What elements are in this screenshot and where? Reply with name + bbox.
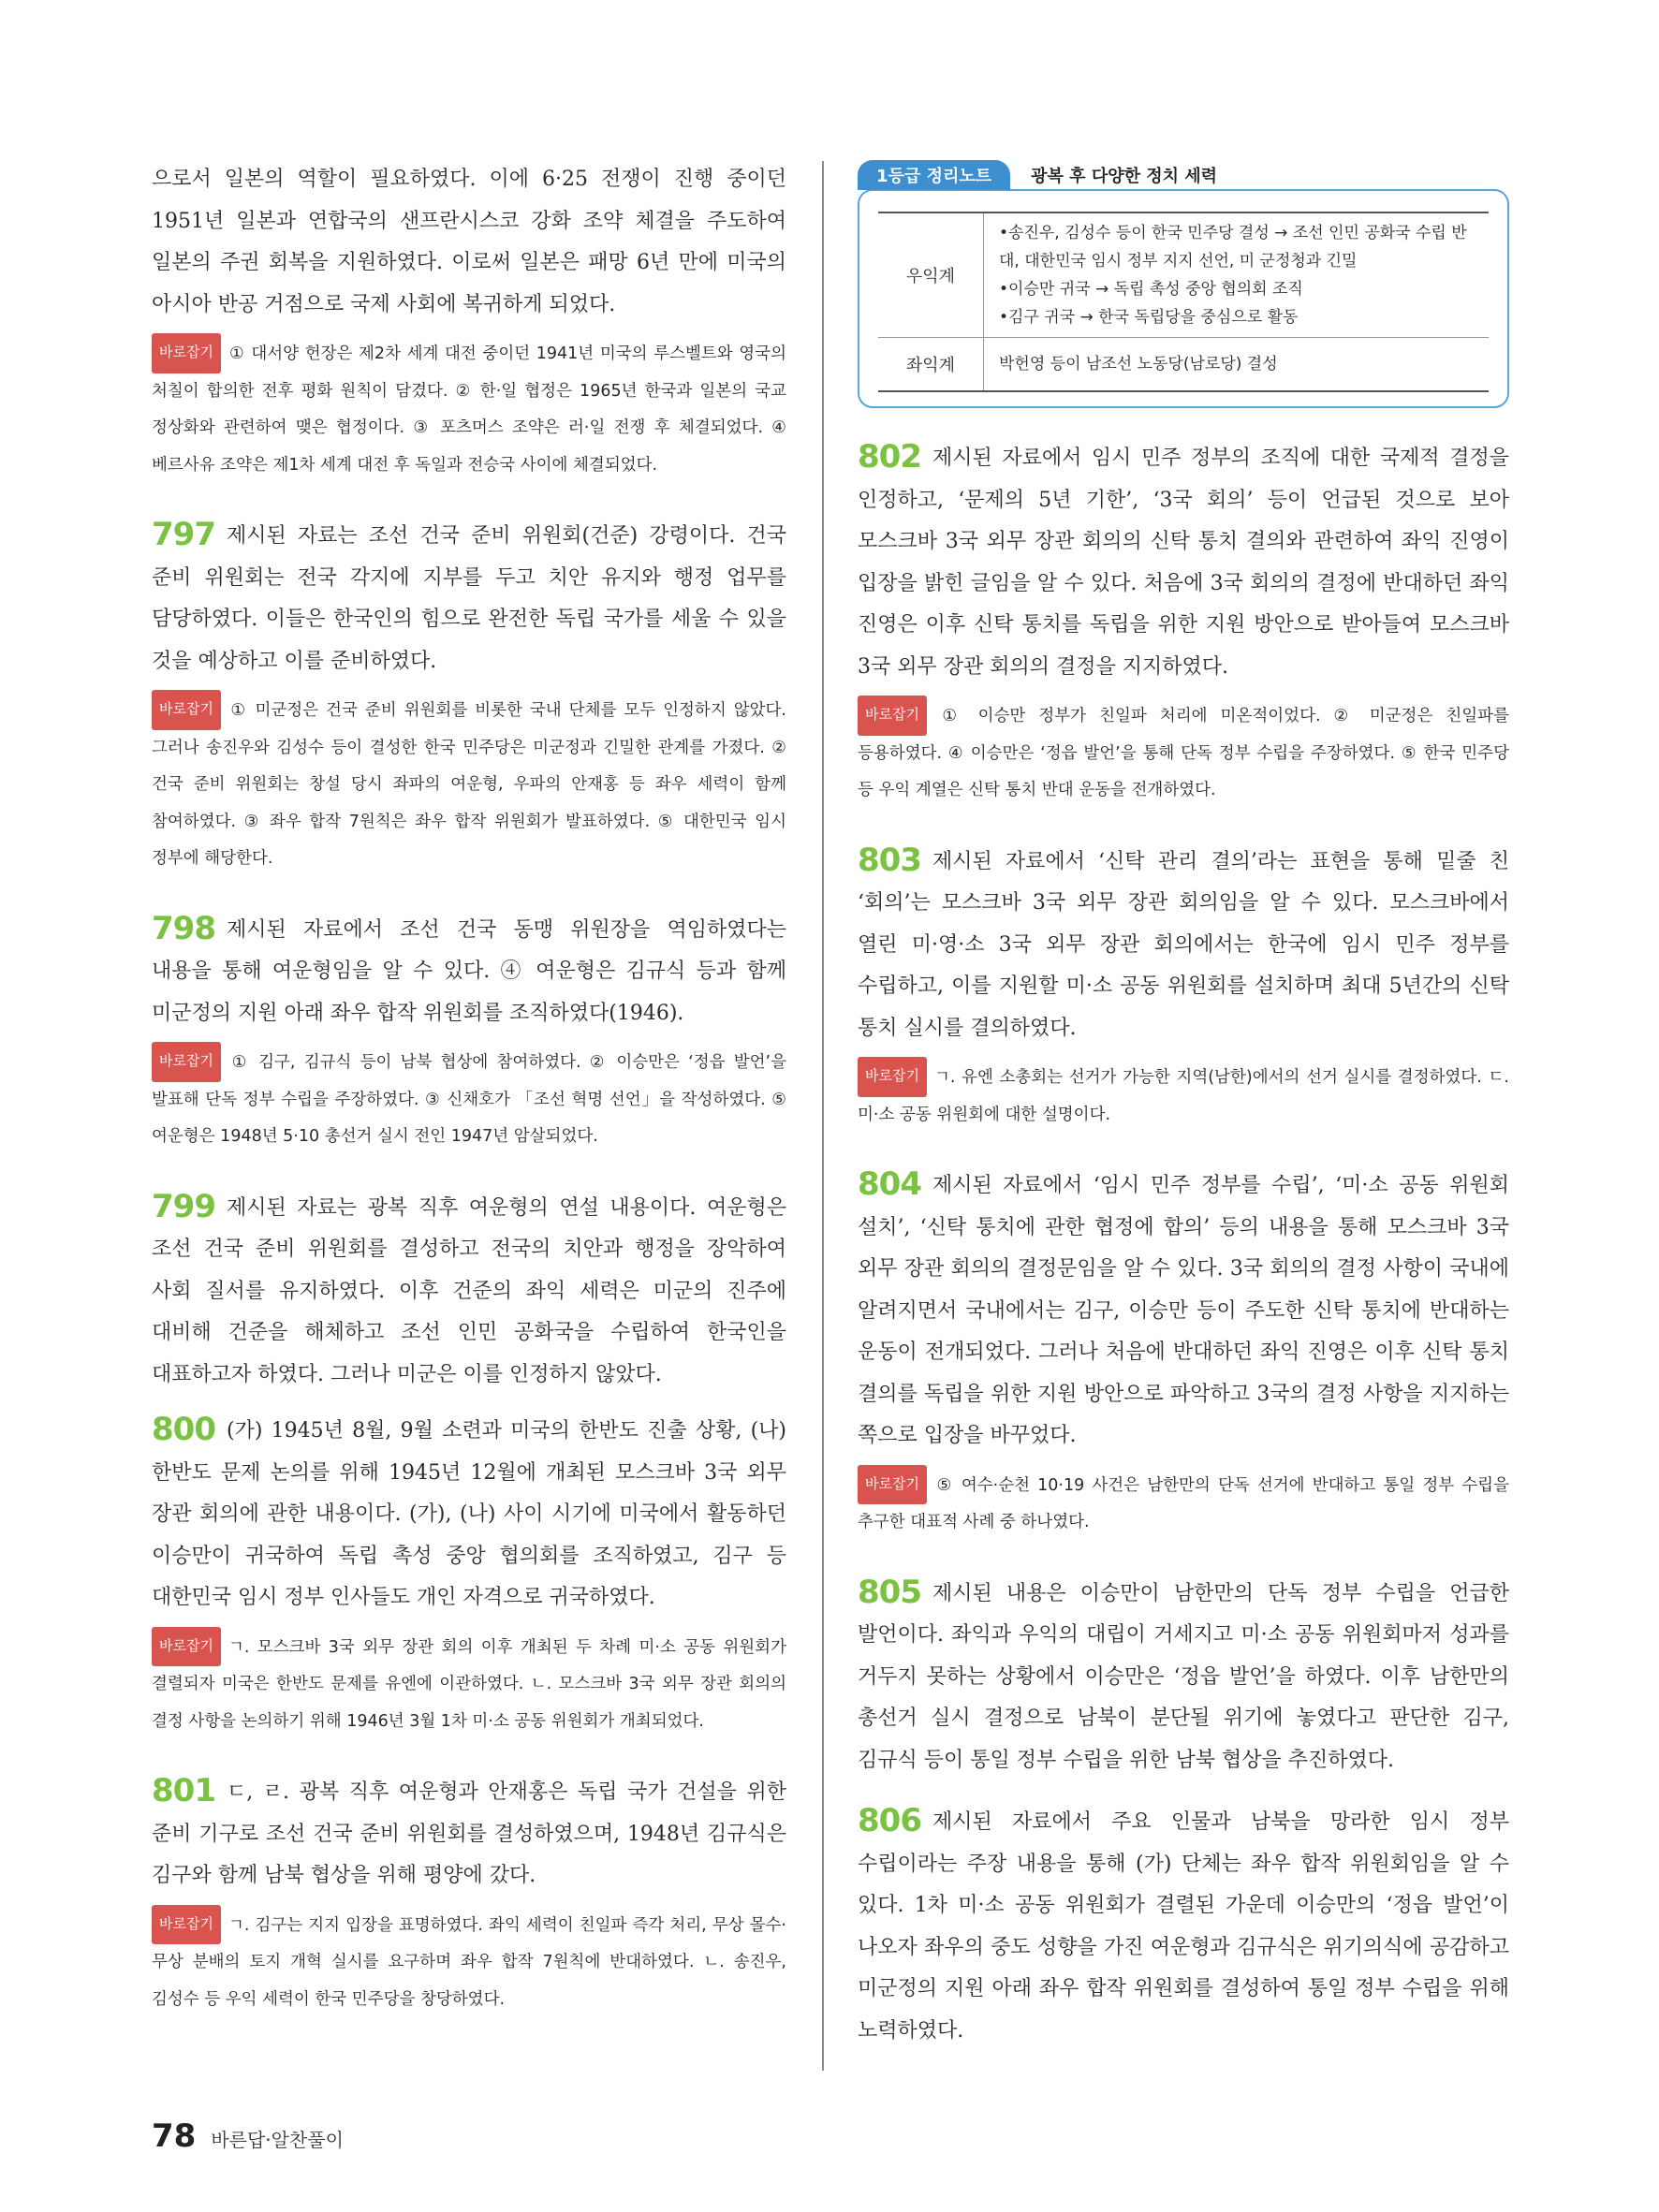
note-item: •송진우, 김성수 등이 한국 민주당 결성 → 조선 인민 공화국 수립 반대, 대한민국 임시 정부 지지 선언, 미 군정청과 긴밀 (999, 224, 1467, 271)
answer-text: 제시된 자료에서 임시 민주 정부의 조직에 대한 국제적 결정을 인정하고, ‘문제의 5년 기한’, ‘3국 회의’ 등이 언급된 것으로 보아 모스크바 3국 외무 장관 회의의 신탁 통치 결의와 관련하여 좌익 진영이 입장을 밝힌 글임을 알 수 있다. 처음에 3국 회의의 결정에 반대하던 좌익 진영은 이후 신탁 통치를 독립을 위한 지원 방안으로 받아들여 모스크바 3국 외무 장관 회의의 결정을 지지하였다. (858, 447, 1509, 679)
answer-text: 제시된 자료에서 ‘신탁 관리 결의’라는 표현을 통해 밑줄 친 ‘회의’는 모스크바 3국 외무 장관 회의임을 알 수 있다. 모스크바에서 열린 미·영·소 3국 외무 장관 회의에서는 한국에 임시 민주 정부를 수립하고, 이를 지원할 미·소 공동 위원회를 설치하며 최대 5년간의 신탁 통치 실시를 결의하였다. (858, 849, 1509, 1040)
correction-text: ① 미군정은 건국 준비 위원회를 비롯한 국내 단체를 모두 인정하지 않았다. 그러나 송진우와 김성수 등이 결성한 한국 민주당은 미군정과 긴밀한 관계를 가졌다. ② 건국 준비 위원회는 창설 당시 좌파의 여운형, 우파의 안재홍 등 좌우 세력이 함께 참여하였다. ③ 좌우 합작 7원칙은 좌우 합작 위원회가 발표하였다. ⑤ 대한민국 임시 정부에 해당한다. (152, 701, 786, 868)
correction-text: ① 대서양 헌장은 제2차 세계 대전 중이던 1941년 미국의 루스벨트와 영국의 처칠이 합의한 전후 평화 원칙이 담겼다. ② 한·일 협정은 1965년 한국과 일본의 국교 정상화와 관련하여 맺은 협정이다. ③ 포츠머스 조약은 러·일 전쟁 후 체결되었다. ④ 베르사유 조약은 제1차 세계 대전 후 독일과 전승국 사이에 체결되었다. (152, 344, 786, 475)
correction-badge: 바로잡기 (152, 1905, 221, 1945)
correction-text: ㄱ. 모스크바 3국 외무 장관 회의 이후 개최된 두 차례 미·소 공동 위원회가 결렬되자 미국은 한반도 문제를 유엔에 이관하였다. ㄴ. 모스크바 3국 외무 장관 회의의 결정 사항을 논의하기 위해 1946년 3월 1차 미·소 공동 위원회가 개최되었다. (152, 1637, 786, 1731)
correction-badge: 바로잡기 (858, 696, 927, 736)
page-footer (152, 2117, 344, 2155)
correction-badge: 바로잡기 (152, 333, 221, 374)
note-category: 우익계 (878, 212, 984, 338)
question-number: 797 (152, 516, 215, 553)
answer-entry-798 (152, 908, 786, 1156)
answer-entry-800 (152, 1409, 786, 1740)
right-column (858, 159, 1509, 2052)
question-number: 799 (152, 1187, 215, 1225)
answer-entry-799 (152, 1186, 786, 1397)
answer-correction (858, 1057, 1509, 1134)
answer-correction (152, 1042, 786, 1156)
answer-entry-806 (858, 1800, 1509, 2052)
answer-correction (858, 696, 1509, 810)
answer-correction (152, 1627, 786, 1741)
left-column (152, 159, 786, 2018)
answer-correction (152, 1905, 786, 2019)
correction-badge: 바로잡기 (152, 1627, 221, 1667)
answer-text: 제시된 자료는 광복 직후 여운형의 연설 내용이다. 여운형은 조선 건국 준비 위원회를 결성하고 전국의 치안과 행정을 장악하여 사회 질서를 유지하였다. 이후 건준의 좌익 세력은 미군의 진주에 대비해 건준을 해체하고 조선 인민 공화국을 수립하여 한국인을 대표하고자 하였다. 그러나 미군은 이를 인정하지 않았다. (152, 1195, 786, 1386)
question-number: 798 (152, 909, 215, 947)
correction-text: ⑤ 여수·순천 10·19 사건은 남한만의 단독 선거에 반대하고 통일 정부 수립을 추구한 대표적 사례 중 하나였다. (858, 1475, 1509, 1531)
note-row-left-wing (878, 338, 1489, 392)
correction-badge: 바로잡기 (152, 1042, 221, 1082)
note-item: 박헌영 등이 남조선 노동당(남로당) 결성 (984, 338, 1490, 392)
answer-entry-802 (858, 436, 1509, 810)
answer-entry-797 (152, 514, 786, 878)
question-number: 802 (858, 438, 921, 476)
correction-text: ① 김구, 김규식 등이 남북 협상에 참여하였다. ② 이승만은 ‘정읍 발언’을 발표해 단독 정부 수립을 주장하였다. ③ 신채호가 「조선 혁명 선언」을 작성하였다. ⑤ 여운형은 1948년 5·10 총선거 실시 전인 1947년 암살되었다. (152, 1053, 786, 1146)
correction-badge: 바로잡기 (152, 690, 221, 730)
note-table (878, 212, 1489, 392)
note-box (858, 189, 1509, 408)
question-number: 806 (858, 1802, 921, 1839)
answer-entry-804 (858, 1164, 1509, 1542)
correction-text: ㄱ. 유엔 소총회는 선거가 가능한 지역(남한)에서의 선거 실시를 결정하였다. ㄷ. 미·소 공동 위원회에 대한 설명이다. (858, 1068, 1509, 1124)
question-number: 805 (858, 1573, 921, 1611)
answer-entry-803 (858, 840, 1509, 1135)
answer-text: 제시된 자료에서 주요 인물과 남북을 망라한 임시 정부 수립이라는 주장 내용을 통해 (가) 단체는 좌우 합작 위원회임을 알 수 있다. 1차 미·소 공동 위원회가 결렬된 가운데 이승만의 ‘정읍 발언’이 나오자 좌우의 중도 성향을 가진 여운형과 김규식은 위기의식에 공감하고 미군정의 지원 아래 좌우 합작 위원회를 결성하여 통일 정부 수립을 위해 노력하였다. (858, 1810, 1509, 2043)
answer-text: 제시된 자료에서 조선 건국 동맹 위원장을 역임하였다는 내용을 통해 여운형임을 알 수 있다. ④ 여운형은 김규식 등과 함께 미군정의 지원 아래 좌우 합작 위원회를 조직하였다(1946). (152, 917, 786, 1025)
question-number: 804 (858, 1165, 921, 1203)
answer-text: ㄷ, ㄹ. 광복 직후 여운형과 안재홍은 독립 국가 건설을 위한 준비 기구로 조선 건국 준비 위원회를 결성하였으며, 1948년 김규식은 김구와 함께 남북 협상을 위해 평양에 갔다. (152, 1780, 786, 1887)
summary-note (858, 159, 1509, 408)
answer-entry-805 (858, 1572, 1509, 1782)
intro-correction (152, 333, 786, 484)
answer-text: 제시된 자료에서 ‘임시 민주 정부를 수립’, ‘미·소 공동 위원회 설치’, ‘신탁 통치에 관한 협정에 합의’ 등의 내용을 통해 모스크바 3국 외무 장관 회의의 결정문임을 알 수 있다. 3국 회의의 결정 사항이 국내에 알려지면서 국내에서는 김구, 이승만 등이 주도한 신탁 통치에 반대하는 운동이 전개되었다. 그러나 처음에 반대하던 좌익 진영은 이후 신탁 통치 결의를 독립을 위한 지원 방안으로 파악하고 3국의 결정 사항을 지지하는 쪽으로 입장을 바꾸었다. (858, 1174, 1509, 1447)
question-number: 801 (152, 1772, 215, 1809)
answer-text: (가) 1945년 8월, 9월 소련과 미국의 한반도 진출 상황, (나) 한반도 문제 논의를 위해 1945년 12월에 개최된 모스크바 3국 외무 장관 회의에 관한 내용이다. (가), (나) 사이 시기에 미국에서 활동하던 이승만이 귀국하여 독립 촉성 중앙 협의회를 조직하였고, 김구 등 대한민국 임시 정부 인사들도 개인 자격으로 귀국하였다. (152, 1419, 786, 1609)
footer-title: 바른답·알찬풀이 (211, 2129, 344, 2151)
answer-text: 제시된 자료는 조선 건국 준비 위원회(건준) 강령이다. 건국 준비 위원회는 전국 각지에 지부를 두고 치안 유지와 행정 업무를 담당하였다. 이들은 한국인의 힘으로 완전한 독립 국가를 세울 수 있을 것을 예상하고 이를 준비하였다. (152, 524, 786, 673)
answer-correction (152, 690, 786, 878)
question-number: 803 (858, 841, 921, 879)
note-tab-label: 1등급 정리노트 (858, 160, 1010, 190)
answer-entry-801 (152, 1770, 786, 2018)
note-row-right-wing (878, 212, 1489, 338)
intro-paragraph: 으로서 일본의 역할이 필요하였다. 이에 6·25 전쟁이 진행 중이던 1951년 일본과 연합국의 샌프란시스코 강화 조약 체결을 주도하여 일본의 주권 회복을 지원하였다. 이로써 일본은 패망 6년 만에 미국의 아시아 반공 거점으로 국제 사회에 복귀하게 되었다. (152, 168, 786, 316)
column-divider (822, 161, 824, 2071)
answer-text: 제시된 내용은 이승만이 남한만의 단독 정부 수립을 언급한 발언이다. 좌익과 우익의 대립이 거세지고 미·소 공동 위원회마저 성과를 거두지 못하는 상황에서 이승만은 ‘정읍 발언’을 하였다. 이후 남한만의 총선거 실시 결정으로 남북이 분단될 위기에 놓였다고 판단한 김구, 김규식 등이 통일 정부 수립을 위한 남북 협상을 추진하였다. (858, 1581, 1509, 1772)
note-item: •이승만 귀국 → 독립 촉성 중앙 협의회 조직 (999, 280, 1303, 299)
answer-correction (858, 1465, 1509, 1542)
correction-text: ㄱ. 김구는 지지 입장을 표명하였다. 좌익 세력이 친일파 즉각 처리, 무상 몰수·무상 분배의 토지 개혁 실시를 요구하며 좌우 합작 7원칙에 반대하였다. ㄴ. 송진우, 김성수 등 우익 세력이 한국 민주당을 창당하였다. (152, 1915, 786, 2009)
note-category: 좌익계 (878, 338, 984, 392)
note-item: •김구 귀국 → 한국 독립당을 중심으로 활동 (999, 308, 1299, 327)
correction-badge: 바로잡기 (858, 1465, 927, 1505)
correction-text: ① 이승만 정부가 친일파 처리에 미온적이었다. ② 미군정은 친일파를 등용하였다. ④ 이승만은 ‘정읍 발언’을 통해 단독 정부 수립을 주장하였다. ⑤ 한국 민주당 등 우익 계열은 신탁 통치 반대 운동을 전개하였다. (858, 707, 1509, 799)
correction-badge: 바로잡기 (858, 1057, 927, 1097)
page-number: 78 (152, 2117, 197, 2155)
question-number: 800 (152, 1411, 215, 1448)
note-title: 광복 후 다양한 정치 세력 (1031, 167, 1218, 186)
